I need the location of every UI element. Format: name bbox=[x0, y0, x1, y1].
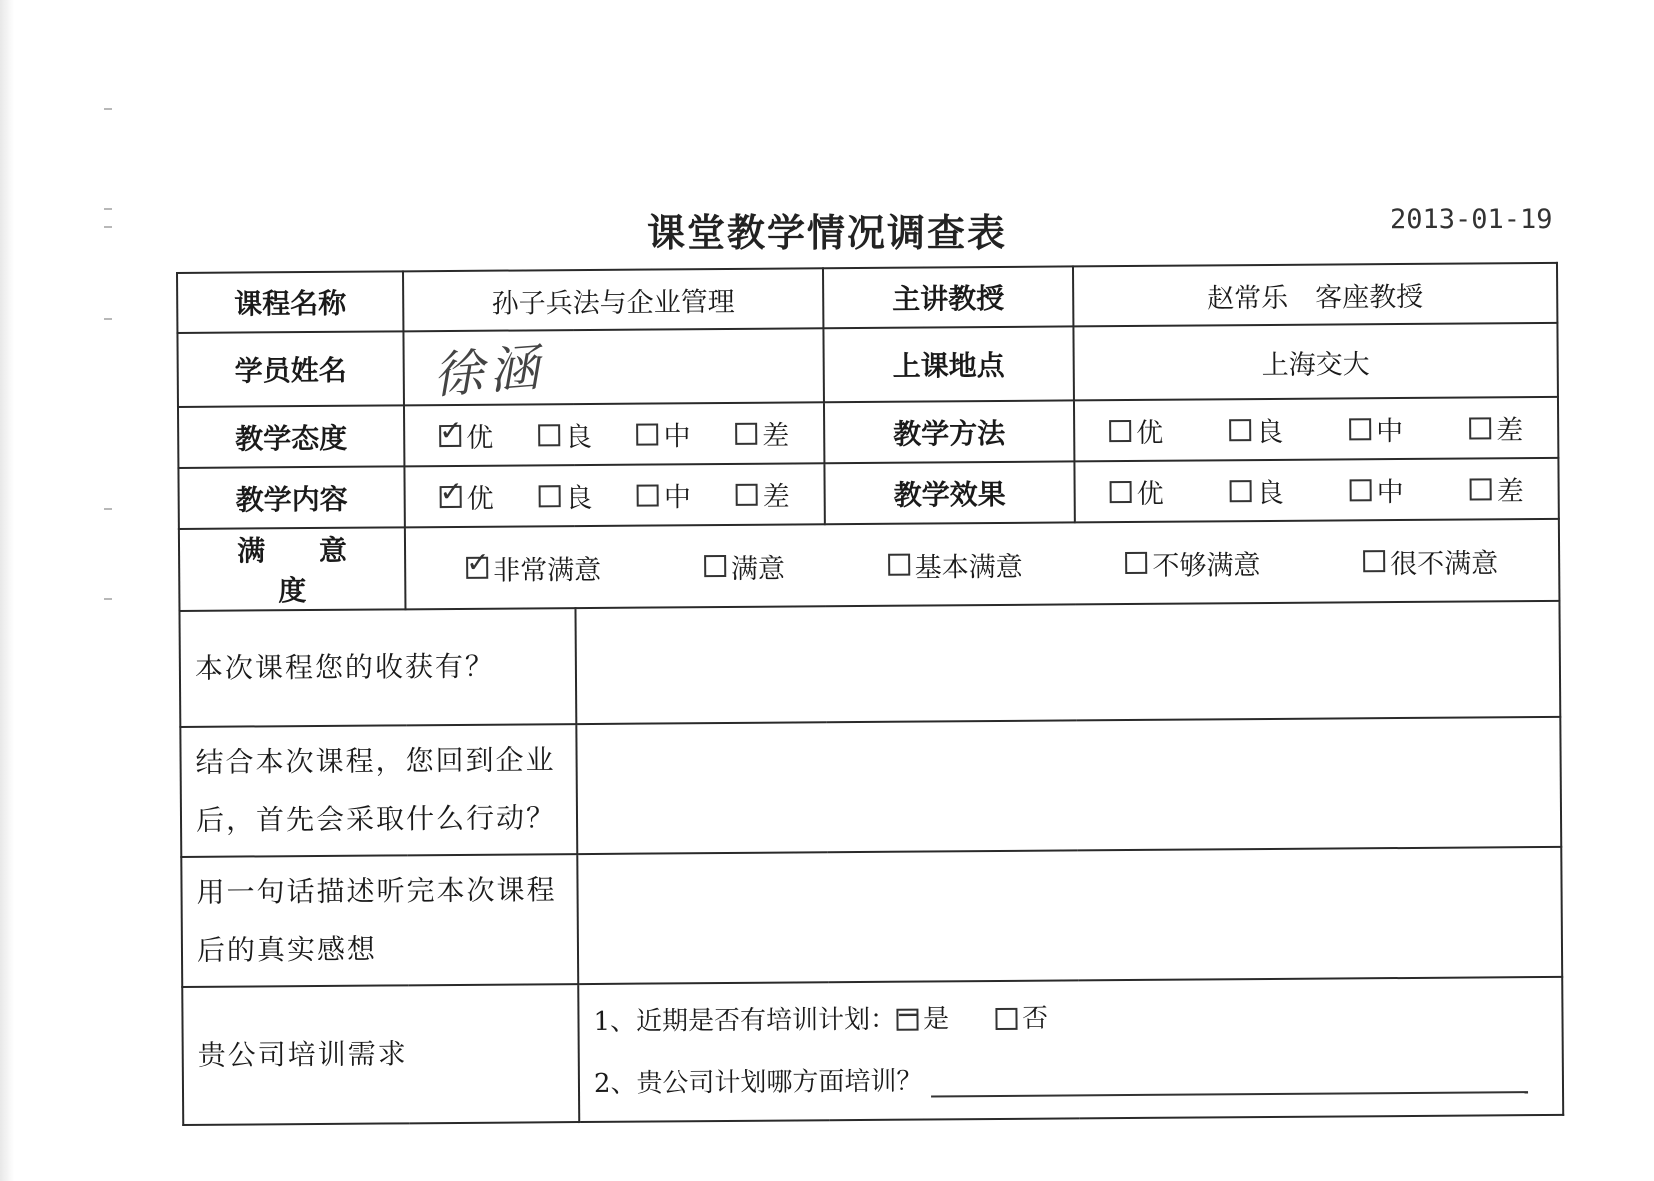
rating-option[interactable] bbox=[538, 415, 592, 454]
checkbox-icon[interactable] bbox=[636, 423, 658, 445]
option-label: 优 bbox=[1136, 478, 1164, 510]
option-label: 满意 bbox=[730, 553, 786, 585]
student-name-handwriting: 徐涵 bbox=[430, 338, 548, 405]
survey-table bbox=[176, 262, 1564, 1126]
student-name-field[interactable] bbox=[403, 328, 824, 405]
lecturer-value: 赵常乐 客座教授 bbox=[1073, 263, 1557, 327]
row-satisfaction bbox=[179, 519, 1560, 611]
student-name-label: 学员姓名 bbox=[177, 331, 404, 407]
row-student bbox=[177, 323, 1558, 407]
checkbox-icon[interactable] bbox=[1229, 419, 1251, 441]
option-label: 基本满意 bbox=[914, 551, 1023, 584]
option-label: 优 bbox=[466, 483, 494, 515]
rating-method bbox=[1074, 397, 1558, 462]
checkbox-icon[interactable] bbox=[735, 422, 757, 444]
row-content-effect bbox=[178, 458, 1558, 529]
checkbox-icon[interactable] bbox=[1470, 478, 1492, 500]
rating-option[interactable] bbox=[1469, 469, 1523, 508]
option-label: 良 bbox=[1256, 416, 1284, 449]
check-mark-icon: − bbox=[895, 997, 920, 1031]
rating-option[interactable] bbox=[439, 413, 494, 455]
row-question bbox=[181, 847, 1562, 987]
rating-option[interactable] bbox=[1229, 471, 1283, 510]
page-title: 课堂教学情况调查表 bbox=[646, 211, 1007, 255]
question-label: 本次课程您的收获有？ bbox=[179, 608, 576, 727]
checkbox-icon[interactable] bbox=[1469, 417, 1491, 439]
satisfaction-options bbox=[405, 519, 1560, 609]
answer-field[interactable] bbox=[575, 601, 1560, 724]
survey-form bbox=[176, 262, 1562, 1126]
rating-option[interactable] bbox=[735, 475, 789, 514]
checked-checkbox-icon[interactable] bbox=[439, 413, 463, 447]
check-mark-icon: ✓ bbox=[439, 474, 464, 508]
option-label: 很不满意 bbox=[1390, 547, 1499, 580]
rating-option[interactable] bbox=[1469, 408, 1523, 447]
checkbox-icon[interactable] bbox=[538, 485, 560, 507]
checkbox-icon[interactable] bbox=[1363, 550, 1385, 572]
checkbox-icon[interactable] bbox=[1125, 552, 1147, 574]
rating-content bbox=[404, 463, 824, 527]
rating-label: 教学效果 bbox=[824, 461, 1074, 524]
row-question bbox=[179, 601, 1560, 727]
checkbox-icon[interactable] bbox=[888, 554, 910, 576]
check-mark-icon: ✓ bbox=[466, 545, 490, 579]
checkbox-icon[interactable] bbox=[1110, 481, 1132, 503]
rating-option[interactable] bbox=[466, 547, 601, 587]
rating-effect bbox=[1074, 458, 1558, 523]
checkbox-icon[interactable] bbox=[736, 483, 758, 505]
scan-mark bbox=[104, 108, 112, 110]
satisfaction-label: 满 意 度 bbox=[179, 527, 406, 611]
option-label: 否 bbox=[1021, 1003, 1049, 1034]
option-label: 良 bbox=[1256, 477, 1284, 510]
course-name-label: 课程名称 bbox=[177, 271, 403, 333]
rating-attitude bbox=[404, 402, 824, 466]
rating-option[interactable] bbox=[1363, 541, 1498, 581]
checkbox-icon[interactable] bbox=[895, 997, 920, 1031]
training-area-answer-line[interactable] bbox=[930, 1061, 1528, 1097]
row-training-needs bbox=[182, 977, 1563, 1125]
option-label: 中 bbox=[663, 421, 691, 453]
option-label: 差 bbox=[762, 481, 790, 513]
rating-option[interactable] bbox=[1109, 411, 1163, 450]
option-label: 不够满意 bbox=[1152, 549, 1261, 582]
scan-mark bbox=[104, 508, 112, 510]
location-value: 上海交大 bbox=[1073, 323, 1558, 401]
checkbox-icon[interactable] bbox=[637, 484, 659, 506]
option-label: 优 bbox=[466, 422, 494, 454]
training-needs-label: 贵公司培训需求 bbox=[182, 984, 579, 1125]
rating-option[interactable] bbox=[1349, 409, 1403, 448]
option-label: 是 bbox=[922, 1004, 950, 1035]
option-label: 良 bbox=[565, 482, 593, 515]
location-label: 上课地点 bbox=[823, 326, 1074, 402]
option-label: 中 bbox=[1376, 477, 1404, 509]
option-label: 良 bbox=[564, 421, 592, 454]
training-area-question-text: 2、贵公司计划哪方面培训？ bbox=[593, 1066, 923, 1099]
option-label: 优 bbox=[1136, 417, 1164, 449]
course-name-value: 孙子兵法与企业管理 bbox=[403, 268, 823, 331]
option-label: 中 bbox=[663, 482, 692, 514]
row-question bbox=[180, 717, 1561, 857]
rating-option[interactable] bbox=[1125, 543, 1260, 583]
training-area-question bbox=[594, 1046, 1548, 1115]
scan-mark bbox=[104, 598, 112, 600]
option-label: 非常满意 bbox=[493, 554, 602, 587]
checkbox-icon[interactable] bbox=[1350, 479, 1372, 501]
training-plan-question bbox=[593, 984, 1547, 1053]
checkbox-icon[interactable] bbox=[1230, 480, 1252, 502]
checked-checkbox-icon[interactable] bbox=[439, 474, 464, 508]
option-label: 差 bbox=[1496, 476, 1524, 508]
rating-option[interactable] bbox=[1349, 470, 1403, 509]
form-date: 2013-01-19 bbox=[1390, 204, 1553, 235]
scan-edge-shadow bbox=[0, 0, 14, 1181]
rating-option[interactable] bbox=[704, 546, 785, 586]
rating-option[interactable] bbox=[1109, 472, 1163, 511]
rating-option[interactable] bbox=[637, 475, 691, 514]
rating-option[interactable] bbox=[538, 476, 592, 515]
checkbox-icon[interactable] bbox=[1349, 418, 1371, 440]
option-label: 中 bbox=[1376, 416, 1404, 448]
training-plan-question-text: 1、近期是否有培训计划： bbox=[593, 1004, 897, 1037]
rating-option[interactable] bbox=[1229, 410, 1283, 449]
row-attitude-method bbox=[178, 397, 1558, 468]
row-course bbox=[177, 263, 1557, 333]
answer-field[interactable] bbox=[576, 717, 1561, 854]
option-label: 差 bbox=[762, 420, 790, 452]
checkbox-icon[interactable] bbox=[704, 555, 726, 577]
rating-option[interactable] bbox=[888, 544, 1023, 584]
rating-label: 教学态度 bbox=[178, 405, 404, 468]
question-label: 结合本次课程，您回到企业后，首先会采取什么行动？ bbox=[180, 724, 577, 857]
training-plan-yes[interactable] bbox=[896, 988, 949, 1050]
checked-checkbox-icon[interactable] bbox=[466, 545, 490, 579]
training-plan-no[interactable] bbox=[995, 988, 1048, 1050]
rating-option[interactable] bbox=[439, 474, 494, 516]
rating-option[interactable] bbox=[735, 414, 789, 453]
question-label: 用一句话描述听完本次课程后的真实感想 bbox=[181, 854, 578, 987]
rating-label: 教学方法 bbox=[824, 400, 1074, 463]
checkbox-icon[interactable] bbox=[1109, 420, 1131, 442]
answer-field[interactable] bbox=[577, 847, 1562, 984]
lecturer-label: 主讲教授 bbox=[823, 266, 1073, 328]
rating-option[interactable] bbox=[636, 414, 690, 453]
checkbox-icon[interactable] bbox=[538, 424, 560, 446]
option-label: 差 bbox=[1496, 415, 1524, 447]
rating-label: 教学内容 bbox=[178, 466, 404, 529]
checkbox-icon[interactable] bbox=[995, 1008, 1017, 1030]
scan-mark bbox=[104, 318, 112, 320]
check-mark-icon: ✓ bbox=[439, 413, 463, 447]
training-needs-content bbox=[578, 977, 1563, 1122]
